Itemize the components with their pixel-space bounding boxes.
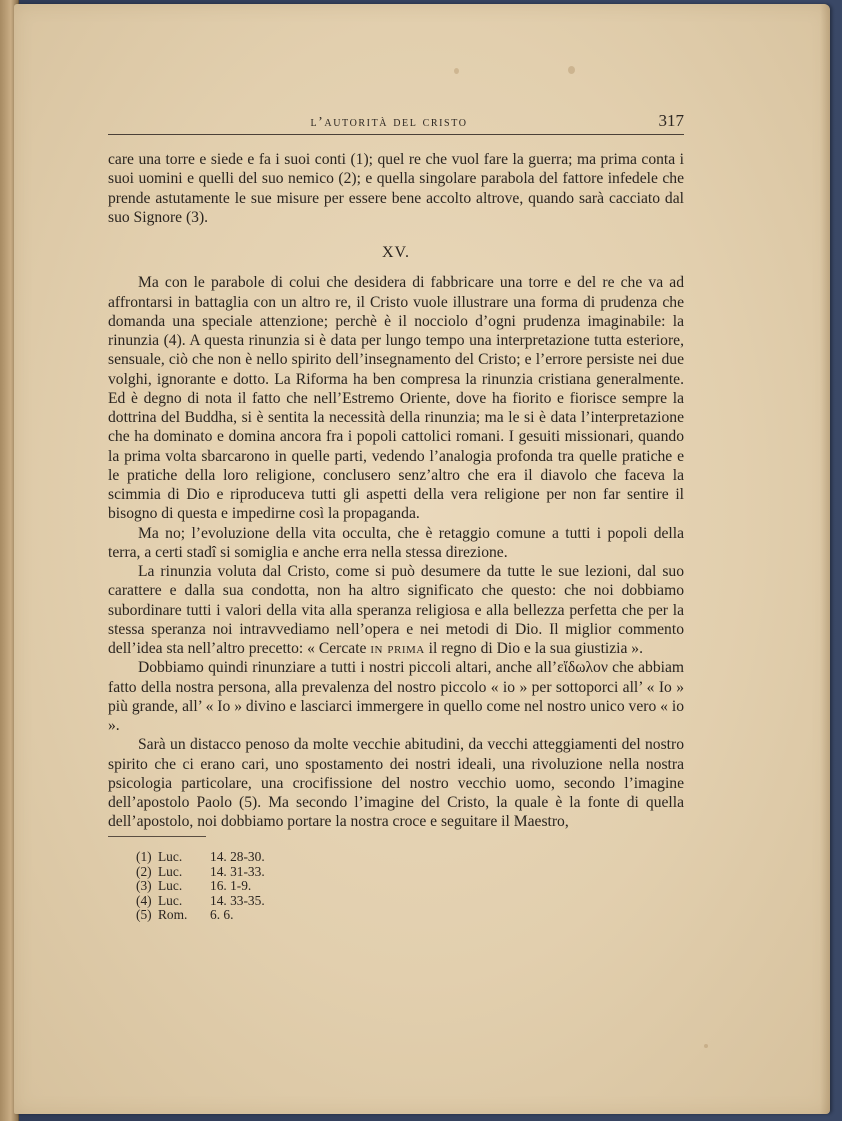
footnotes xyxy=(136,850,265,923)
footnote-separator xyxy=(108,836,206,837)
footnote-book: Luc. xyxy=(158,892,183,908)
paragraph: Dobbiamo quindi rinunziare a tutti i nostri piccoli altari, anche all’εἴδωλον che abbiam fatto della nostra persona, alla prevalenza del nostro piccolo « io » per sottoporci all’ « Io » più grande, all’ « Io » divino e lasciarci immergere in quello come nel nostro unico vero « io ». xyxy=(108,659,684,734)
emphasis-small-caps: in prima xyxy=(370,640,425,657)
section-heading: XV. xyxy=(381,244,411,261)
paragraph xyxy=(108,562,684,658)
footnote-mark: (5) xyxy=(136,907,152,923)
footnote xyxy=(136,865,265,880)
footnote-citation: 14. 28-30. xyxy=(210,849,265,864)
header-rule xyxy=(108,134,684,135)
running-title: l’autorità del cristo xyxy=(310,115,468,130)
page-number: 317 xyxy=(658,111,684,130)
paragraph: Ma no; l’evoluzione della vita occulta, che è retaggio comune a tutti i popoli della terra, a certi stadî si somiglia e anche erra nella stessa direzione. xyxy=(108,524,684,561)
page-edge-shadow xyxy=(820,4,830,1114)
paper-stain xyxy=(704,1044,708,1048)
footnote-citation: 14. 31-33. xyxy=(210,863,265,879)
footnote-book: Rom. xyxy=(158,907,188,923)
footnote-book: Luc. xyxy=(158,849,183,864)
footnote xyxy=(136,850,265,865)
footnote-mark: (1) xyxy=(136,849,152,864)
footnote-mark: (4) xyxy=(136,892,152,908)
footnote-book: Luc. xyxy=(158,878,183,894)
footnote xyxy=(136,894,265,909)
paper-stain xyxy=(454,68,459,74)
footnote xyxy=(136,879,265,894)
running-head xyxy=(94,112,684,134)
main-text xyxy=(108,150,684,832)
paragraph: Sarà un distacco penoso da molte vecchie abitudini, da vecchi atteggiamenti del nostro spirito che ci erano cari, uno spostamento dei nostri ideali, una rivoluzione nella nostra psicologia particolare, una crocifissione del nostro vecchio uomo, secondo l’imagine dell’apostolo Paolo (5). Ma secondo l’imagine del Cristo, la quale è la fonte di quella dell’apostolo, noi dobbiamo portare la nostra croce e seguitare il Maestro, xyxy=(108,736,684,831)
footnote-mark: (2) xyxy=(136,863,152,879)
paragraph-text: il regno di Dio e la sua giustizia ». xyxy=(424,640,644,657)
footnote-citation: 6. 6. xyxy=(210,907,234,923)
footnote-citation: 16. 1-9. xyxy=(210,878,252,894)
paragraph-text: La rinunzia voluta dal Cristo, come si può desumere da tutte le sue lezioni, dal suo carattere e dalla sua condotta, non ha altro significato che questo: che noi dobbiamo subordinare tutti i valori della vita alla speranza religiosa e alla bellezza perfetta che per la stessa speranza noi intravvediamo nell’opera e nei metodi di Dio. Il miglior commento dell’idea sta nell’altro precetto: « Cercate xyxy=(108,563,684,657)
footnote-citation: 14. 33-35. xyxy=(210,892,265,908)
paragraph: Ma con le parabole di colui che desidera di fabbricare una torre e del re che va ad affrontarsi in battaglia con un altro re, il Cristo vuole illustrare una forma di prudenza che domanda una speciale attenzione; perchè è il nocciolo d’ogni prudenza imaginabile: la rinunzia (4). A questa rinunzia si è data per lungo tempo una interpretazione tutta esteriore, sensuale, ciò che non è nello spirito dell’insegnamento del Cristo; e l’errore persiste nei due volghi, ignorante e dotto. La Riforma ha ben compresa la rinunzia cristiana generalmente. Ed è degno di nota il fatto che nell’Estremo Oriente, dove ha fiorito e fiorisce sempre la dottrina del Buddha, si è sentita la necessità della rinunzia; ma le si è data l’interpretazione che ha dominato e domina ancora fra i popoli cattolici romani. I gesuiti missionari, quando la prima volta sbarcarono in quelle parti, vedendo l’analogia profonda tra quelle pratiche e le pratiche della loro religione, conclusero senz’altro che era il diavolo che faceva la scimmia di Dio e riproduceva tutti gli aspetti della vera religione per non far sentire il bisogno di questa e impedirne così la propaganda. xyxy=(108,274,684,523)
paper-stain xyxy=(568,66,575,74)
paragraph: care una torre e siede e fa i suoi conti (1); quel re che vuol fare la guerra; ma prima conta i suoi uomini e quelli del suo nemico (2); e quella singolare parabola del fattore infedele che prende astutamente le sue misure per essere bene accolto altrove, quando sarà cacciato dal suo Signore (3). xyxy=(108,151,684,226)
footnote-book: Luc. xyxy=(158,863,183,879)
footnote xyxy=(136,908,265,923)
footnote-mark: (3) xyxy=(136,878,152,894)
